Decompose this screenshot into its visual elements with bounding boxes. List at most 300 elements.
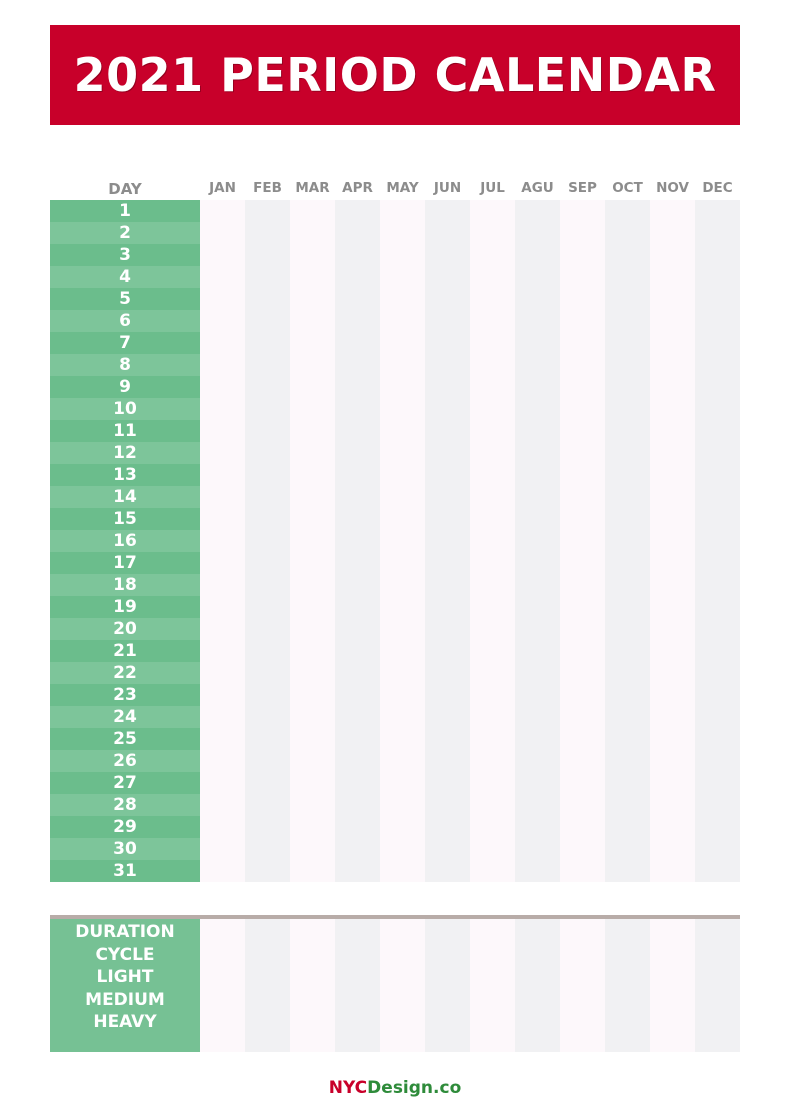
calendar-cell[interactable] (605, 860, 650, 882)
calendar-cell[interactable] (425, 266, 470, 288)
calendar-cell[interactable] (650, 772, 695, 794)
calendar-cell[interactable] (335, 794, 380, 816)
calendar-cell[interactable] (245, 354, 290, 376)
calendar-cell[interactable] (650, 508, 695, 530)
calendar-cell[interactable] (650, 640, 695, 662)
calendar-cell[interactable] (515, 486, 560, 508)
calendar-cell[interactable] (650, 332, 695, 354)
calendar-cell[interactable] (425, 332, 470, 354)
calendar-cell[interactable] (380, 310, 425, 332)
calendar-cell[interactable] (650, 398, 695, 420)
calendar-cell[interactable] (245, 530, 290, 552)
calendar-cell[interactable] (650, 662, 695, 684)
calendar-cell[interactable] (605, 596, 650, 618)
calendar-cell[interactable] (470, 772, 515, 794)
calendar-cell[interactable] (605, 662, 650, 684)
calendar-cell[interactable] (200, 728, 245, 750)
calendar-cell[interactable] (290, 486, 335, 508)
calendar-cell[interactable] (515, 464, 560, 486)
calendar-cell[interactable] (695, 310, 740, 332)
summary-cell[interactable] (695, 919, 740, 1052)
calendar-cell[interactable] (335, 728, 380, 750)
calendar-cell[interactable] (290, 222, 335, 244)
calendar-cell[interactable] (335, 376, 380, 398)
calendar-cell[interactable] (695, 200, 740, 222)
calendar-cell[interactable] (650, 442, 695, 464)
calendar-cell[interactable] (335, 552, 380, 574)
calendar-cell[interactable] (380, 200, 425, 222)
calendar-cell[interactable] (560, 244, 605, 266)
calendar-cell[interactable] (515, 200, 560, 222)
calendar-cell[interactable] (560, 662, 605, 684)
calendar-cell[interactable] (650, 728, 695, 750)
calendar-cell[interactable] (470, 332, 515, 354)
calendar-cell[interactable] (695, 222, 740, 244)
calendar-cell[interactable] (380, 332, 425, 354)
calendar-cell[interactable] (695, 530, 740, 552)
calendar-cell[interactable] (515, 706, 560, 728)
calendar-cell[interactable] (560, 464, 605, 486)
calendar-cell[interactable] (425, 596, 470, 618)
calendar-cell[interactable] (605, 266, 650, 288)
calendar-cell[interactable] (290, 398, 335, 420)
calendar-cell[interactable] (650, 552, 695, 574)
calendar-cell[interactable] (290, 640, 335, 662)
calendar-cell[interactable] (290, 728, 335, 750)
calendar-cell[interactable] (380, 706, 425, 728)
calendar-cell[interactable] (425, 794, 470, 816)
calendar-cell[interactable] (335, 640, 380, 662)
calendar-cell[interactable] (335, 332, 380, 354)
calendar-cell[interactable] (200, 244, 245, 266)
calendar-cell[interactable] (290, 530, 335, 552)
calendar-cell[interactable] (200, 310, 245, 332)
calendar-cell[interactable] (695, 860, 740, 882)
summary-cell[interactable] (245, 919, 290, 1052)
calendar-cell[interactable] (200, 530, 245, 552)
calendar-cell[interactable] (605, 706, 650, 728)
calendar-cell[interactable] (335, 530, 380, 552)
calendar-cell[interactable] (605, 552, 650, 574)
calendar-cell[interactable] (200, 332, 245, 354)
calendar-cell[interactable] (335, 684, 380, 706)
calendar-cell[interactable] (695, 508, 740, 530)
calendar-cell[interactable] (335, 486, 380, 508)
calendar-cell[interactable] (335, 706, 380, 728)
calendar-cell[interactable] (695, 376, 740, 398)
calendar-cell[interactable] (515, 574, 560, 596)
calendar-cell[interactable] (200, 398, 245, 420)
calendar-cell[interactable] (515, 794, 560, 816)
calendar-cell[interactable] (695, 706, 740, 728)
calendar-cell[interactable] (605, 794, 650, 816)
calendar-cell[interactable] (290, 288, 335, 310)
calendar-cell[interactable] (380, 464, 425, 486)
calendar-cell[interactable] (245, 838, 290, 860)
calendar-cell[interactable] (425, 838, 470, 860)
calendar-cell[interactable] (245, 728, 290, 750)
calendar-cell[interactable] (650, 860, 695, 882)
calendar-cell[interactable] (650, 222, 695, 244)
calendar-cell[interactable] (605, 684, 650, 706)
calendar-cell[interactable] (425, 662, 470, 684)
calendar-cell[interactable] (560, 794, 605, 816)
calendar-cell[interactable] (515, 640, 560, 662)
calendar-cell[interactable] (470, 310, 515, 332)
calendar-cell[interactable] (290, 574, 335, 596)
calendar-cell[interactable] (650, 376, 695, 398)
calendar-cell[interactable] (470, 750, 515, 772)
calendar-cell[interactable] (605, 772, 650, 794)
calendar-cell[interactable] (290, 618, 335, 640)
calendar-cell[interactable] (560, 838, 605, 860)
calendar-cell[interactable] (380, 596, 425, 618)
calendar-cell[interactable] (245, 552, 290, 574)
calendar-cell[interactable] (560, 508, 605, 530)
calendar-cell[interactable] (650, 684, 695, 706)
calendar-cell[interactable] (200, 420, 245, 442)
calendar-cell[interactable] (470, 552, 515, 574)
calendar-cell[interactable] (425, 640, 470, 662)
calendar-cell[interactable] (605, 750, 650, 772)
summary-cell[interactable] (605, 919, 650, 1052)
calendar-cell[interactable] (200, 618, 245, 640)
calendar-cell[interactable] (335, 772, 380, 794)
calendar-cell[interactable] (470, 530, 515, 552)
calendar-cell[interactable] (650, 486, 695, 508)
calendar-cell[interactable] (560, 354, 605, 376)
calendar-cell[interactable] (200, 596, 245, 618)
calendar-cell[interactable] (245, 266, 290, 288)
calendar-cell[interactable] (425, 750, 470, 772)
calendar-cell[interactable] (380, 860, 425, 882)
calendar-cell[interactable] (470, 420, 515, 442)
calendar-cell[interactable] (650, 200, 695, 222)
calendar-cell[interactable] (515, 530, 560, 552)
calendar-cell[interactable] (425, 288, 470, 310)
calendar-cell[interactable] (380, 288, 425, 310)
calendar-cell[interactable] (200, 508, 245, 530)
calendar-cell[interactable] (335, 508, 380, 530)
calendar-cell[interactable] (200, 794, 245, 816)
calendar-cell[interactable] (335, 574, 380, 596)
calendar-cell[interactable] (515, 398, 560, 420)
calendar-cell[interactable] (560, 266, 605, 288)
calendar-cell[interactable] (245, 706, 290, 728)
calendar-cell[interactable] (470, 860, 515, 882)
calendar-cell[interactable] (515, 596, 560, 618)
calendar-cell[interactable] (605, 398, 650, 420)
calendar-cell[interactable] (470, 398, 515, 420)
calendar-cell[interactable] (200, 838, 245, 860)
calendar-cell[interactable] (380, 640, 425, 662)
calendar-cell[interactable] (245, 222, 290, 244)
calendar-cell[interactable] (650, 816, 695, 838)
calendar-cell[interactable] (335, 244, 380, 266)
calendar-cell[interactable] (470, 464, 515, 486)
calendar-cell[interactable] (515, 662, 560, 684)
calendar-cell[interactable] (470, 574, 515, 596)
calendar-cell[interactable] (470, 442, 515, 464)
calendar-cell[interactable] (605, 728, 650, 750)
calendar-cell[interactable] (380, 420, 425, 442)
calendar-cell[interactable] (380, 354, 425, 376)
calendar-cell[interactable] (605, 838, 650, 860)
calendar-cell[interactable] (470, 508, 515, 530)
calendar-cell[interactable] (695, 816, 740, 838)
calendar-cell[interactable] (335, 222, 380, 244)
calendar-cell[interactable] (425, 310, 470, 332)
calendar-cell[interactable] (200, 662, 245, 684)
calendar-cell[interactable] (425, 530, 470, 552)
calendar-cell[interactable] (425, 420, 470, 442)
calendar-cell[interactable] (695, 640, 740, 662)
calendar-cell[interactable] (245, 486, 290, 508)
calendar-cell[interactable] (470, 794, 515, 816)
calendar-cell[interactable] (695, 442, 740, 464)
calendar-cell[interactable] (425, 728, 470, 750)
calendar-cell[interactable] (200, 288, 245, 310)
calendar-cell[interactable] (560, 860, 605, 882)
calendar-cell[interactable] (695, 464, 740, 486)
calendar-cell[interactable] (695, 354, 740, 376)
calendar-cell[interactable] (695, 288, 740, 310)
calendar-cell[interactable] (245, 398, 290, 420)
calendar-cell[interactable] (695, 838, 740, 860)
calendar-cell[interactable] (650, 706, 695, 728)
calendar-cell[interactable] (515, 750, 560, 772)
calendar-cell[interactable] (200, 552, 245, 574)
calendar-cell[interactable] (290, 508, 335, 530)
calendar-cell[interactable] (650, 310, 695, 332)
calendar-cell[interactable] (200, 640, 245, 662)
calendar-cell[interactable] (380, 816, 425, 838)
calendar-cell[interactable] (380, 728, 425, 750)
calendar-cell[interactable] (650, 596, 695, 618)
calendar-cell[interactable] (200, 200, 245, 222)
calendar-cell[interactable] (470, 222, 515, 244)
calendar-cell[interactable] (650, 244, 695, 266)
calendar-cell[interactable] (380, 794, 425, 816)
calendar-cell[interactable] (560, 398, 605, 420)
calendar-cell[interactable] (380, 530, 425, 552)
calendar-cell[interactable] (335, 596, 380, 618)
summary-cell[interactable] (650, 919, 695, 1052)
calendar-cell[interactable] (245, 288, 290, 310)
calendar-cell[interactable] (695, 332, 740, 354)
calendar-cell[interactable] (380, 552, 425, 574)
calendar-cell[interactable] (650, 794, 695, 816)
calendar-cell[interactable] (425, 860, 470, 882)
calendar-cell[interactable] (515, 420, 560, 442)
calendar-cell[interactable] (200, 574, 245, 596)
summary-cell[interactable] (200, 919, 245, 1052)
calendar-cell[interactable] (245, 684, 290, 706)
calendar-cell[interactable] (605, 376, 650, 398)
calendar-cell[interactable] (605, 816, 650, 838)
calendar-cell[interactable] (515, 838, 560, 860)
calendar-cell[interactable] (380, 508, 425, 530)
calendar-cell[interactable] (425, 816, 470, 838)
calendar-cell[interactable] (290, 706, 335, 728)
calendar-cell[interactable] (245, 816, 290, 838)
calendar-cell[interactable] (695, 728, 740, 750)
calendar-cell[interactable] (560, 684, 605, 706)
calendar-cell[interactable] (290, 860, 335, 882)
calendar-cell[interactable] (290, 244, 335, 266)
calendar-cell[interactable] (695, 574, 740, 596)
calendar-cell[interactable] (605, 200, 650, 222)
calendar-cell[interactable] (470, 354, 515, 376)
calendar-cell[interactable] (290, 464, 335, 486)
calendar-cell[interactable] (290, 354, 335, 376)
calendar-cell[interactable] (425, 376, 470, 398)
calendar-cell[interactable] (695, 772, 740, 794)
calendar-cell[interactable] (470, 618, 515, 640)
calendar-cell[interactable] (470, 376, 515, 398)
calendar-cell[interactable] (650, 288, 695, 310)
calendar-cell[interactable] (380, 222, 425, 244)
calendar-cell[interactable] (470, 486, 515, 508)
calendar-cell[interactable] (200, 486, 245, 508)
calendar-cell[interactable] (515, 376, 560, 398)
calendar-cell[interactable] (695, 618, 740, 640)
calendar-cell[interactable] (560, 200, 605, 222)
calendar-cell[interactable] (335, 442, 380, 464)
calendar-cell[interactable] (245, 310, 290, 332)
calendar-cell[interactable] (290, 816, 335, 838)
calendar-cell[interactable] (380, 398, 425, 420)
calendar-cell[interactable] (560, 288, 605, 310)
calendar-cell[interactable] (425, 354, 470, 376)
calendar-cell[interactable] (560, 222, 605, 244)
calendar-cell[interactable] (245, 332, 290, 354)
calendar-cell[interactable] (290, 442, 335, 464)
calendar-cell[interactable] (695, 266, 740, 288)
calendar-cell[interactable] (650, 530, 695, 552)
calendar-cell[interactable] (245, 860, 290, 882)
calendar-cell[interactable] (290, 596, 335, 618)
calendar-cell[interactable] (605, 464, 650, 486)
calendar-cell[interactable] (380, 618, 425, 640)
calendar-cell[interactable] (245, 420, 290, 442)
calendar-cell[interactable] (335, 662, 380, 684)
calendar-cell[interactable] (605, 420, 650, 442)
calendar-cell[interactable] (560, 486, 605, 508)
calendar-cell[interactable] (245, 200, 290, 222)
calendar-cell[interactable] (605, 288, 650, 310)
calendar-cell[interactable] (425, 684, 470, 706)
calendar-cell[interactable] (515, 332, 560, 354)
calendar-cell[interactable] (335, 420, 380, 442)
calendar-cell[interactable] (200, 816, 245, 838)
summary-cell[interactable] (425, 919, 470, 1052)
calendar-cell[interactable] (200, 772, 245, 794)
calendar-cell[interactable] (290, 420, 335, 442)
calendar-cell[interactable] (560, 618, 605, 640)
calendar-cell[interactable] (425, 552, 470, 574)
calendar-cell[interactable] (335, 398, 380, 420)
calendar-cell[interactable] (515, 354, 560, 376)
calendar-cell[interactable] (470, 662, 515, 684)
calendar-cell[interactable] (470, 838, 515, 860)
calendar-cell[interactable] (380, 684, 425, 706)
calendar-cell[interactable] (290, 332, 335, 354)
calendar-cell[interactable] (425, 618, 470, 640)
calendar-cell[interactable] (515, 310, 560, 332)
calendar-cell[interactable] (245, 442, 290, 464)
calendar-cell[interactable] (605, 530, 650, 552)
calendar-cell[interactable] (695, 750, 740, 772)
calendar-cell[interactable] (290, 772, 335, 794)
calendar-cell[interactable] (515, 222, 560, 244)
calendar-cell[interactable] (380, 486, 425, 508)
calendar-cell[interactable] (695, 398, 740, 420)
calendar-cell[interactable] (335, 860, 380, 882)
calendar-cell[interactable] (515, 816, 560, 838)
calendar-cell[interactable] (560, 310, 605, 332)
calendar-cell[interactable] (245, 244, 290, 266)
calendar-cell[interactable] (245, 376, 290, 398)
calendar-cell[interactable] (290, 838, 335, 860)
calendar-cell[interactable] (290, 310, 335, 332)
calendar-cell[interactable] (650, 574, 695, 596)
calendar-cell[interactable] (605, 222, 650, 244)
calendar-cell[interactable] (245, 574, 290, 596)
calendar-cell[interactable] (200, 464, 245, 486)
calendar-cell[interactable] (560, 640, 605, 662)
calendar-cell[interactable] (425, 222, 470, 244)
calendar-cell[interactable] (200, 860, 245, 882)
calendar-cell[interactable] (380, 574, 425, 596)
calendar-cell[interactable] (515, 552, 560, 574)
calendar-cell[interactable] (335, 464, 380, 486)
calendar-cell[interactable] (605, 332, 650, 354)
calendar-cell[interactable] (605, 640, 650, 662)
calendar-cell[interactable] (290, 750, 335, 772)
calendar-cell[interactable] (200, 354, 245, 376)
calendar-cell[interactable] (335, 816, 380, 838)
calendar-cell[interactable] (200, 442, 245, 464)
calendar-cell[interactable] (380, 750, 425, 772)
calendar-cell[interactable] (560, 442, 605, 464)
calendar-cell[interactable] (290, 266, 335, 288)
calendar-cell[interactable] (650, 266, 695, 288)
calendar-cell[interactable] (560, 530, 605, 552)
calendar-cell[interactable] (425, 574, 470, 596)
calendar-cell[interactable] (470, 266, 515, 288)
calendar-cell[interactable] (425, 706, 470, 728)
calendar-cell[interactable] (470, 244, 515, 266)
calendar-cell[interactable] (515, 266, 560, 288)
calendar-cell[interactable] (560, 772, 605, 794)
calendar-cell[interactable] (425, 508, 470, 530)
calendar-cell[interactable] (380, 266, 425, 288)
calendar-cell[interactable] (515, 684, 560, 706)
summary-cell[interactable] (560, 919, 605, 1052)
calendar-cell[interactable] (515, 772, 560, 794)
calendar-cell[interactable] (515, 508, 560, 530)
calendar-cell[interactable] (560, 332, 605, 354)
calendar-cell[interactable] (425, 398, 470, 420)
calendar-cell[interactable] (605, 442, 650, 464)
calendar-cell[interactable] (470, 640, 515, 662)
calendar-cell[interactable] (245, 464, 290, 486)
calendar-cell[interactable] (560, 596, 605, 618)
calendar-cell[interactable] (425, 464, 470, 486)
calendar-cell[interactable] (605, 618, 650, 640)
calendar-cell[interactable] (245, 618, 290, 640)
